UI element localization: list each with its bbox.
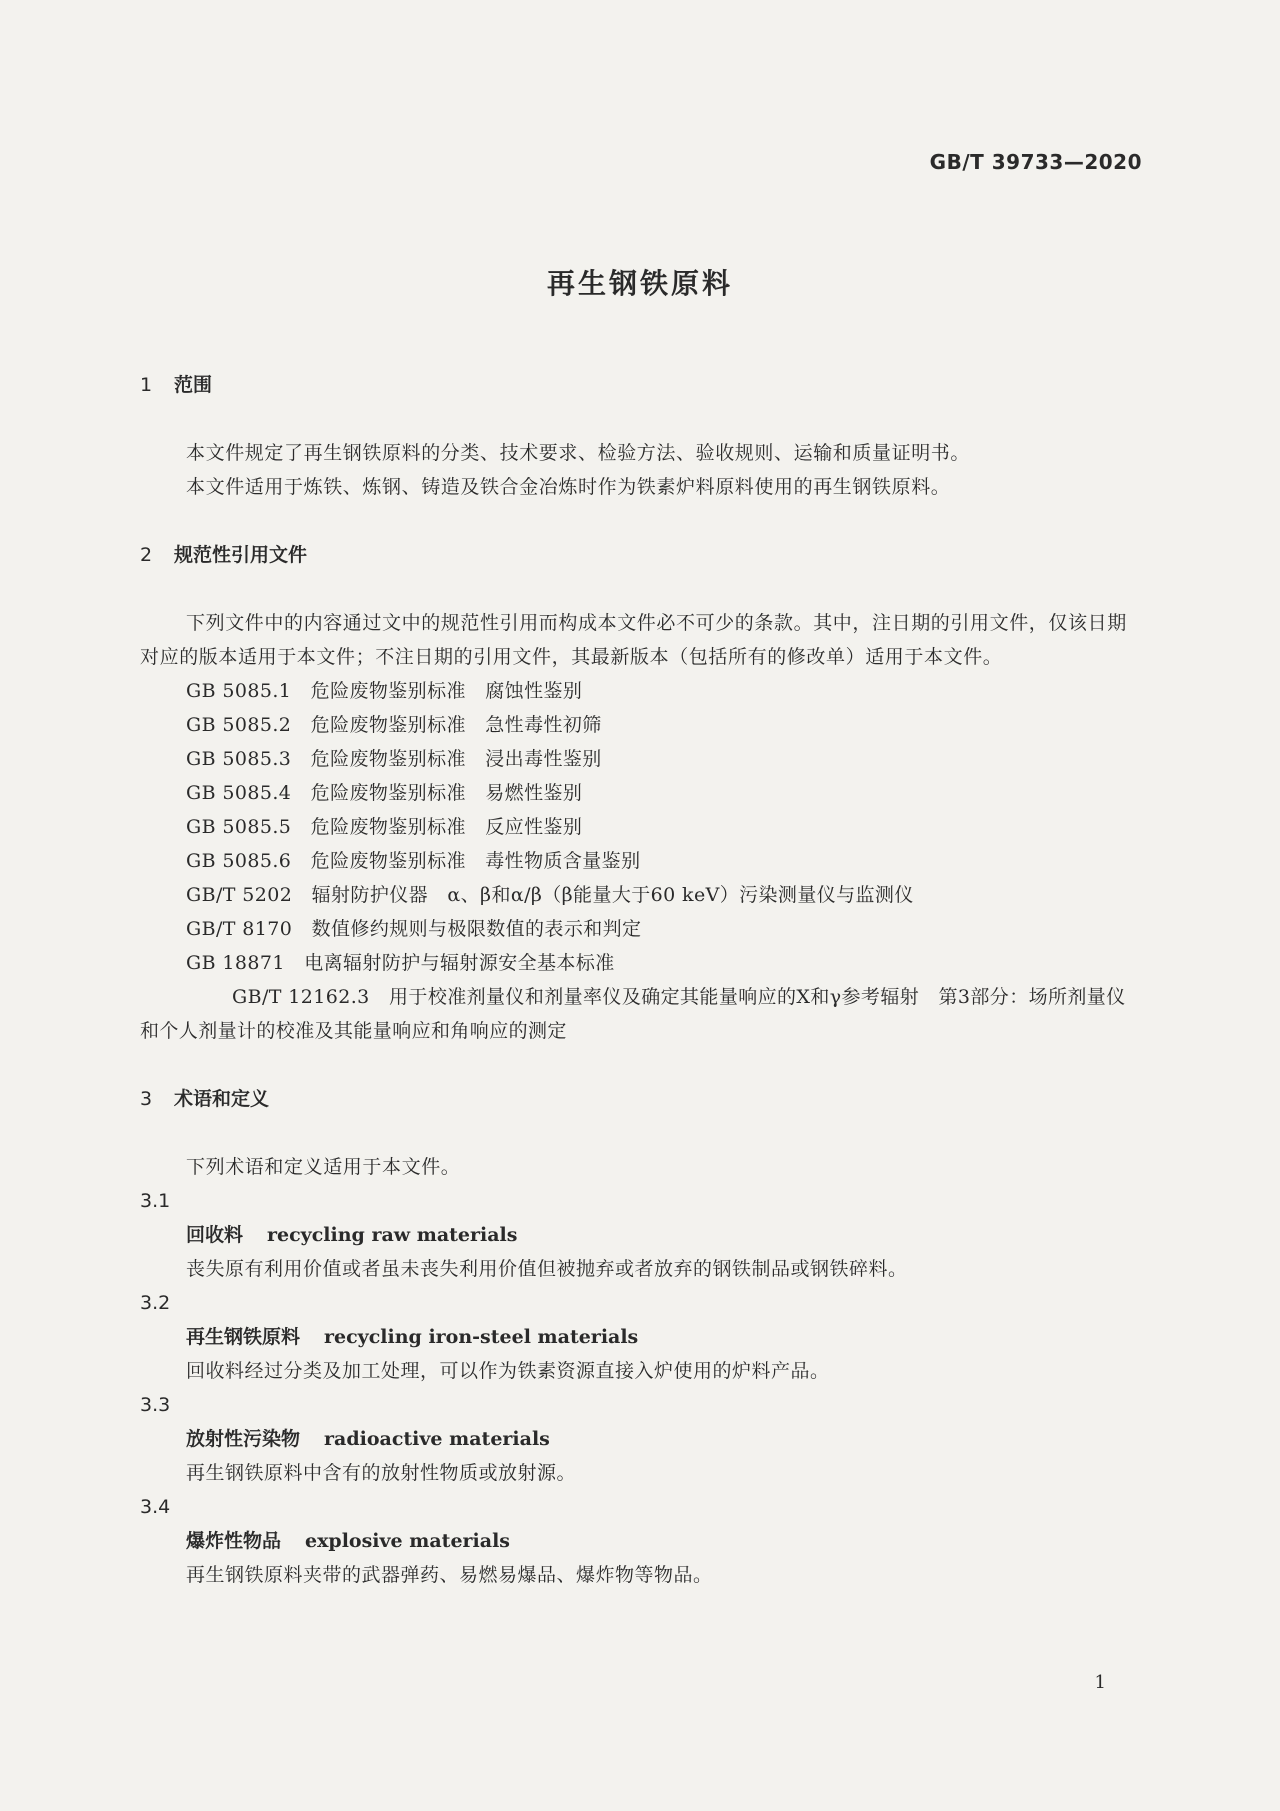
paragraph: 下列文件中的内容通过文中的规范性引用而构成本文件必不可少的条款。其中，注日期的引用文件，仅该日期对应的版本适用于本文件；不注日期的引用文件，其最新版本（包括所有的修改单）适用于本文件。: [140, 612, 1127, 668]
term-en: recycling raw materials: [267, 1224, 518, 1246]
term-zh: 放射性污染物: [186, 1428, 301, 1450]
reference-title: 危险废物鉴别标准 反应性鉴别: [310, 816, 583, 838]
section-number: 2: [140, 544, 153, 566]
term-number: 3.1: [140, 1190, 171, 1212]
reference-item: [140, 946, 1140, 980]
reference-title: 危险废物鉴别标准 毒性物质含量鉴别: [310, 850, 641, 872]
reference-code: GB 18871: [186, 952, 285, 974]
term-definition: 丧失原有利用价值或者虽未丧失利用价值但被抛弃或者放弃的钢铁制品或钢铁碎料。: [186, 1258, 908, 1280]
reference-item: [140, 878, 1140, 912]
reference-code: GB/T 8170: [186, 918, 293, 940]
term-zh: 回收料: [186, 1224, 244, 1246]
reference-code: GB 5085.1: [186, 680, 292, 702]
section-title: 术语和定义: [174, 1088, 270, 1110]
reference-code: GB 5085.3: [186, 748, 292, 770]
term-heading: [140, 1218, 1140, 1252]
reference-title: 危险废物鉴别标准 易燃性鉴别: [310, 782, 583, 804]
standard-number: GB/T 39733—2020: [929, 150, 1142, 174]
reference-title: 数值修约规则与极限数值的表示和判定: [311, 918, 642, 940]
reference-item: [140, 708, 1140, 742]
term-definition: 回收料经过分类及加工处理，可以作为铁素资源直接入炉使用的炉料产品。: [186, 1360, 830, 1382]
reference-code: GB/T 12162.3: [232, 986, 370, 1008]
reference-title: 危险废物鉴别标准 浸出毒性鉴别: [310, 748, 602, 770]
section-title: 范围: [174, 374, 213, 396]
term-heading: [140, 1422, 1140, 1456]
reference-item: [140, 776, 1140, 810]
reference-item: [140, 844, 1140, 878]
reference-code: GB/T 5202: [186, 884, 293, 906]
reference-item: [140, 742, 1140, 776]
term-number: 3.2: [140, 1292, 171, 1314]
term-definition: 再生钢铁原料夹带的武器弹药、易燃易爆品、爆炸物等物品。: [186, 1564, 713, 1586]
reference-title: 用于校准剂量仪和剂量率仪及确定其能量响应的X和γ参考辐射 第3部分：场所剂量仪和个人剂量计的校准及其能量响应和角响应的测定: [140, 986, 1126, 1042]
reference-item: [140, 912, 1140, 946]
reference-item: [140, 674, 1140, 708]
reference-code: GB 5085.2: [186, 714, 292, 736]
page-number: 1: [1094, 1672, 1106, 1693]
section-number: 3: [140, 1088, 153, 1110]
section-2-heading: [140, 538, 1140, 572]
term-zh: 爆炸性物品: [186, 1530, 282, 1552]
reference-title: 电离辐射防护与辐射源安全基本标准: [304, 952, 615, 974]
term-heading: [140, 1320, 1140, 1354]
paragraph: 本文件适用于炼铁、炼钢、铸造及铁合金冶炼时作为铁素炉料原料使用的再生钢铁原料。: [186, 476, 951, 498]
reference-code: GB 5085.5: [186, 816, 292, 838]
reference-item: [140, 810, 1140, 844]
reference-title: 辐射防护仪器 α、β和α/β（β能量大于60 keV）污染测量仪与监测仪: [311, 884, 914, 906]
section-1-heading: [140, 368, 1140, 402]
term-heading: [140, 1524, 1140, 1558]
term-number: 3.3: [140, 1394, 171, 1416]
term-en: radioactive materials: [324, 1428, 550, 1450]
section-number: 1: [140, 374, 153, 396]
term-number: 3.4: [140, 1496, 171, 1518]
term-en: explosive materials: [305, 1530, 510, 1552]
paragraph: 本文件规定了再生钢铁原料的分类、技术要求、检验方法、验收规则、运输和质量证明书。: [186, 442, 971, 464]
reference-code: GB 5085.4: [186, 782, 292, 804]
reference-title: 危险废物鉴别标准 腐蚀性鉴别: [310, 680, 583, 702]
term-definition: 再生钢铁原料中含有的放射性物质或放射源。: [186, 1462, 577, 1484]
document-body: [140, 368, 1140, 1592]
reference-item: [140, 980, 1140, 1048]
document-title: 再生钢铁原料: [546, 267, 733, 300]
reference-title: 危险废物鉴别标准 急性毒性初筛: [310, 714, 602, 736]
term-en: recycling iron-steel materials: [324, 1326, 639, 1348]
reference-code: GB 5085.6: [186, 850, 292, 872]
paragraph: 下列术语和定义适用于本文件。: [186, 1156, 461, 1178]
section-title: 规范性引用文件: [174, 544, 308, 566]
term-zh: 再生钢铁原料: [186, 1326, 301, 1348]
section-3-heading: [140, 1082, 1140, 1116]
